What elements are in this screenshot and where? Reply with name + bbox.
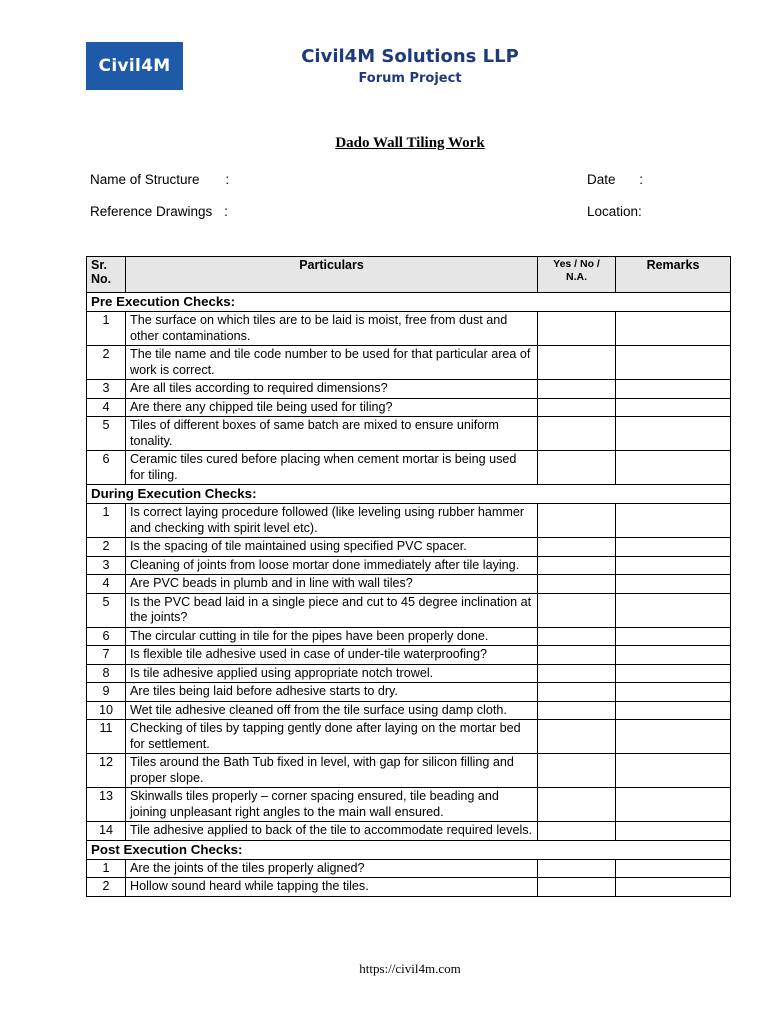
table-row: [87, 312, 731, 346]
table-row: [87, 646, 731, 665]
table-row: [87, 822, 731, 841]
row-remarks-cell[interactable]: [616, 312, 731, 346]
row-remarks-cell[interactable]: [616, 664, 731, 683]
row-remarks-cell[interactable]: [616, 556, 731, 575]
row-yes-no-cell[interactable]: [538, 538, 616, 557]
row-yes-no-cell[interactable]: [538, 720, 616, 754]
row-yes-no-cell[interactable]: [538, 859, 616, 878]
row-number: 5: [87, 417, 126, 451]
table-row: [87, 417, 731, 451]
section-title: Pre Execution Checks:: [87, 293, 731, 312]
date-colon: :: [639, 172, 644, 187]
date-label: Date: [587, 172, 616, 187]
section-row: [87, 840, 731, 859]
row-remarks-cell[interactable]: [616, 417, 731, 451]
structure-colon: :: [225, 172, 230, 187]
row-yes-no-cell[interactable]: [538, 646, 616, 665]
row-yes-no-cell[interactable]: [538, 556, 616, 575]
row-number: 6: [87, 627, 126, 646]
row-particulars: Checking of tiles by tapping gently done after laying on the mortar bed for settlement.: [126, 720, 538, 754]
row-yes-no-cell[interactable]: [538, 575, 616, 594]
document-title: Dado Wall Tiling Work: [335, 135, 485, 151]
company-name: Civil4M Solutions LLP: [301, 46, 519, 67]
location-field: [587, 204, 642, 219]
table-row: [87, 380, 731, 399]
row-yes-no-cell[interactable]: [538, 593, 616, 627]
header-sr-no: Sr. No.: [87, 257, 126, 293]
row-number: 12: [87, 754, 126, 788]
row-yes-no-cell[interactable]: [538, 878, 616, 897]
drawings-label: Reference Drawings: [90, 204, 213, 219]
row-remarks-cell[interactable]: [616, 593, 731, 627]
row-number: 4: [87, 398, 126, 417]
company-logo: [86, 42, 183, 90]
row-remarks-cell[interactable]: [616, 346, 731, 380]
row-remarks-cell[interactable]: [616, 646, 731, 665]
row-remarks-cell[interactable]: [616, 788, 731, 822]
row-particulars: Is correct laying procedure followed (like leveling using rubber hammer and checking with spirit level etc).: [126, 504, 538, 538]
row-particulars: The surface on which tiles are to be laid is moist, free from dust and other contaminations.: [126, 312, 538, 346]
row-number: 6: [87, 451, 126, 485]
row-yes-no-cell[interactable]: [538, 701, 616, 720]
table-row: [87, 664, 731, 683]
row-number: 2: [87, 346, 126, 380]
row-yes-no-cell[interactable]: [538, 380, 616, 399]
location-label: Location:: [587, 204, 642, 219]
name-of-structure-field: [90, 172, 229, 187]
row-yes-no-cell[interactable]: [538, 664, 616, 683]
row-particulars: The tile name and tile code number to be used for that particular area of work is correct.: [126, 346, 538, 380]
table-header-row: [87, 257, 731, 293]
table-row: [87, 683, 731, 702]
row-yes-no-cell[interactable]: [538, 822, 616, 841]
row-remarks-cell[interactable]: [616, 720, 731, 754]
row-yes-no-cell[interactable]: [538, 683, 616, 702]
row-number: 10: [87, 701, 126, 720]
section-row: [87, 485, 731, 504]
row-number: 11: [87, 720, 126, 754]
row-number: 7: [87, 646, 126, 665]
row-remarks-cell[interactable]: [616, 859, 731, 878]
row-remarks-cell[interactable]: [616, 575, 731, 594]
row-particulars: Is tile adhesive applied using appropriate notch trowel.: [126, 664, 538, 683]
row-remarks-cell[interactable]: [616, 451, 731, 485]
header-remarks: Remarks: [616, 257, 731, 293]
row-particulars: Cleaning of joints from loose mortar done immediately after tile laying.: [126, 556, 538, 575]
table-row: [87, 451, 731, 485]
date-field: [587, 172, 643, 187]
row-particulars: Are PVC beads in plumb and in line with wall tiles?: [126, 575, 538, 594]
drawings-colon: :: [224, 204, 228, 219]
row-yes-no-cell[interactable]: [538, 504, 616, 538]
checklist-table: [86, 256, 731, 897]
row-particulars: Are tiles being laid before adhesive starts to dry.: [126, 683, 538, 702]
table-row: [87, 593, 731, 627]
header-particulars: Particulars: [126, 257, 538, 293]
row-particulars: Is flexible tile adhesive used in case of under-tile waterproofing?: [126, 646, 538, 665]
row-yes-no-cell[interactable]: [538, 312, 616, 346]
row-yes-no-cell[interactable]: [538, 788, 616, 822]
row-yes-no-cell[interactable]: [538, 398, 616, 417]
row-number: 4: [87, 575, 126, 594]
row-number: 3: [87, 556, 126, 575]
row-particulars: Skinwalls tiles properly – corner spacing ensured, tile beading and joining unpleasant right angles to the main wall ensured.: [126, 788, 538, 822]
checklist-body: [87, 293, 731, 897]
table-row: [87, 575, 731, 594]
row-particulars: Hollow sound heard while tapping the tiles.: [126, 878, 538, 897]
row-yes-no-cell[interactable]: [538, 627, 616, 646]
row-particulars: Ceramic tiles cured before placing when cement mortar is being used for tiling.: [126, 451, 538, 485]
table-row: [87, 538, 731, 557]
row-number: 9: [87, 683, 126, 702]
row-remarks-cell[interactable]: [616, 822, 731, 841]
table-row: [87, 627, 731, 646]
project-name: Forum Project: [358, 71, 462, 86]
row-remarks-cell[interactable]: [616, 627, 731, 646]
footer-url: https://civil4m.com: [359, 961, 461, 976]
row-number: 1: [87, 504, 126, 538]
row-number: 14: [87, 822, 126, 841]
row-number: 2: [87, 878, 126, 897]
row-number: 1: [87, 312, 126, 346]
row-number: 5: [87, 593, 126, 627]
row-remarks-cell[interactable]: [616, 701, 731, 720]
row-number: 1: [87, 859, 126, 878]
row-remarks-cell[interactable]: [616, 683, 731, 702]
row-remarks-cell[interactable]: [616, 504, 731, 538]
row-remarks-cell[interactable]: [616, 380, 731, 399]
table-row: [87, 788, 731, 822]
table-row: [87, 720, 731, 754]
row-particulars: Is the spacing of tile maintained using specified PVC spacer.: [126, 538, 538, 557]
row-particulars: Are all tiles according to required dimensions?: [126, 380, 538, 399]
row-number: 8: [87, 664, 126, 683]
row-yes-no-cell[interactable]: [538, 417, 616, 451]
row-remarks-cell[interactable]: [616, 538, 731, 557]
row-yes-no-cell[interactable]: [538, 451, 616, 485]
row-particulars: The circular cutting in tile for the pipes have been properly done.: [126, 627, 538, 646]
row-particulars: Tiles around the Bath Tub fixed in level, with gap for silicon filling and proper slope.: [126, 754, 538, 788]
table-row: [87, 701, 731, 720]
row-particulars: Are the joints of the tiles properly aligned?: [126, 859, 538, 878]
row-remarks-cell[interactable]: [616, 878, 731, 897]
row-particulars: Is the PVC bead laid in a single piece and cut to 45 degree inclination at the joints?: [126, 593, 538, 627]
row-remarks-cell[interactable]: [616, 754, 731, 788]
table-row: [87, 859, 731, 878]
table-row: [87, 878, 731, 897]
row-particulars: Are there any chipped tile being used for tiling?: [126, 398, 538, 417]
row-number: 2: [87, 538, 126, 557]
table-row: [87, 346, 731, 380]
table-row: [87, 504, 731, 538]
row-number: 13: [87, 788, 126, 822]
table-row: [87, 754, 731, 788]
row-yes-no-cell[interactable]: [538, 754, 616, 788]
logo-text: Civil4M: [98, 56, 171, 76]
row-particulars: Tiles of different boxes of same batch are mixed to ensure uniform tonality.: [126, 417, 538, 451]
section-title: During Execution Checks:: [87, 485, 731, 504]
row-remarks-cell[interactable]: [616, 398, 731, 417]
section-row: [87, 293, 731, 312]
row-yes-no-cell[interactable]: [538, 346, 616, 380]
row-particulars: Tile adhesive applied to back of the tile to accommodate required levels.: [126, 822, 538, 841]
reference-drawings-field: [90, 204, 228, 219]
row-particulars: Wet tile adhesive cleaned off from the tile surface using damp cloth.: [126, 701, 538, 720]
table-row: [87, 398, 731, 417]
header-yes-no: Yes / No / N.A.: [538, 257, 616, 293]
structure-label: Name of Structure: [90, 172, 200, 187]
row-number: 3: [87, 380, 126, 399]
table-row: [87, 556, 731, 575]
section-title: Post Execution Checks:: [87, 840, 731, 859]
